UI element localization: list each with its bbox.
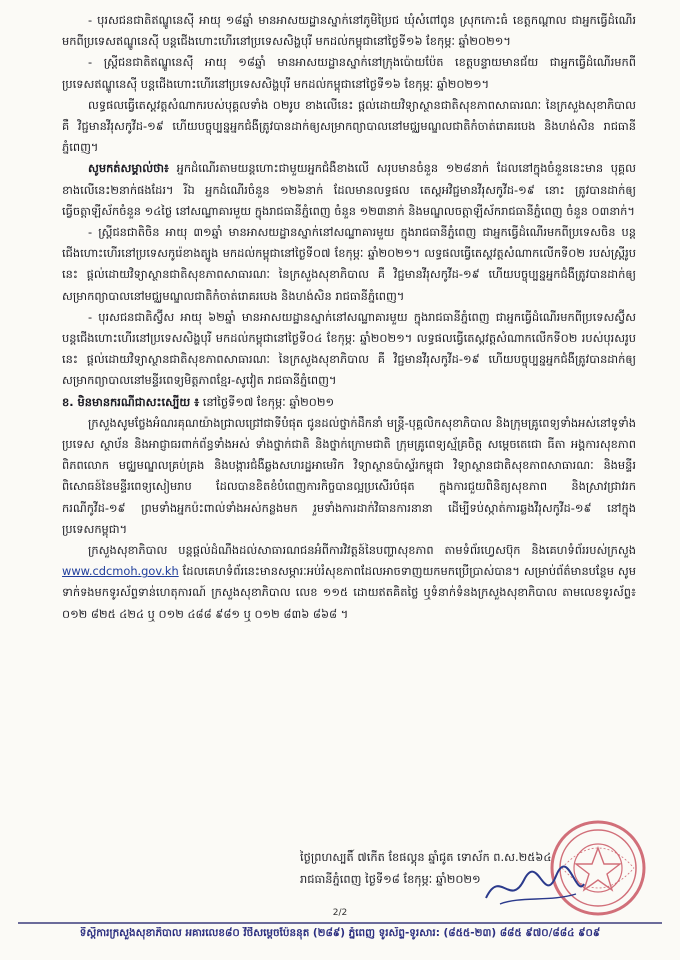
paragraph-note — [62, 158, 636, 222]
paragraph-text: - បុរសជនជាតិឥណ្ឌូនេស៊ី អាយុ ១៨ឆ្នាំ មានអាសយដ្ឋានស្នាក់នៅភូមិប្រៃជ ឃុំសំពៅពូន ស្រុកកោះធំ ខេត្តកណ្ដាល ជាអ្នកធ្វើដំណើរមកពីប្រទេសឥណ្ឌូនេស៊ី បន្តជើងហោះហើរនៅប្រទេសសិង្ហបុរី មកដល់កម្ពុជានៅថ្ងៃទី១៦ ខែកុម្ភៈ ឆ្នាំ២០២១។ — [62, 13, 636, 49]
footer-address: ទីស្តីការក្រសួងសុខាភិបាល អគារលេខ៨០ វិថីសម្តេចប៉ែននុត (២៨៩) ភ្នំពេញ ទូរស័ព្ទ-ទូរសារ: (៨៥៥-២៣) ៨៨៥ ៩៧០/៨៨៤ ៩០៩ — [79, 927, 601, 939]
section-heading-no-recovery — [62, 392, 636, 413]
paragraph-text: - បុរសជនជាតិស្វ៊ីស អាយុ ៦២ឆ្នាំ មានអាសយដ្ឋានស្នាក់នៅសណ្ឋាគារមួយ ក្នុងរាជធានីភ្នំពេញ ជាអ្នកធ្វើដំណើរមកពីប្រទេសស្វ៊ីស បន្តជើងហោះហើរនៅប្រទេសសិង្ហបុរី មកដល់កម្ពុជានៅថ្ងៃទី០៤ ខែកុម្ភៈ ឆ្នាំ២០២១។ លទ្ធផលធ្វើតេស្តវត្តសំណាកលើកទី០២ របស់បុរសរូបនេះ ផ្តល់ដោយវិទ្យាស្ថានជាតិសុខភាពសាធារណៈ នៃក្រសួងសុខាភិបាល គឺ វិជ្ជមានវីរុសកូវីដ-១៩ ហើយបច្ចុប្បន្នអ្នកជំងឺត្រូវបានដាក់ឲ្យសម្រាកព្យាបាលនៅមន្ទីរពេទ្យមិត្តភាពខ្មែរ-សូវៀត រាជធានីភ្នំពេញ។ — [62, 309, 636, 388]
paragraph-text: លទ្ធផលធ្វើតេស្តវត្តសំណាករបស់បុគ្គលទាំង ០២រូប ខាងលើនេះ ផ្តល់ដោយវិទ្យាស្ថានជាតិសុខភាពសាធារណៈ នៃក្រសួងសុខាភិបាល គឺ វិជ្ជមានវីរុសកូវីដ-១៩ ហើយបច្ចុប្បន្នអ្នកជំងឺត្រូវបានដាក់ឲ្យសម្រាកព្យាបាលនៅមជ្ឈមណ្ឌលជាតិកំចាត់រោគរបេង និងហង់សិន រាជធានីភ្នំពេញ។ — [62, 97, 636, 155]
date-block — [300, 846, 640, 890]
gregorian-date: រាជធានីភ្នំពេញ ថ្ងៃទី១៨ ខែកុម្ភៈ ឆ្នាំ២០២១ — [300, 872, 481, 886]
paragraph-closing — [62, 540, 636, 625]
section-heading-date: នៅថ្ងៃទី១៧ ខែកុម្ភៈ ឆ្នាំ២០២១ — [199, 394, 335, 409]
paragraph-thanks — [62, 413, 636, 540]
paragraph-text: អ្នកដំណើរតាមយន្តហោះជាមួយអ្នកជំងឺខាងលើ សរុបមានចំនួន ១២៨នាក់ ដែលនៅក្នុងចំនួននេះមាន បុគ្គលខាងលើនេះ២នាក់ផងដែរ។ រីឯ អ្នកដំណើរចំនួន ១២៦នាក់ ដែលមានលទ្ធផល តេស្តអវិជ្ជមានវីរុសកូវីដ-១៩ នោះ ត្រូវបានដាក់ឲ្យធ្វើចត្តាឡីស័កចំនួន ១៤ថ្ងៃ នៅសណ្ឋាគារមួយ ក្នុងរាជធានីភ្នំពេញ ចំនួន ១២៣នាក់ និងមណ្ឌលចត្តាឡីស័ករាជធានីភ្នំពេញ ចំនួន ០៣នាក់។ — [62, 161, 636, 218]
website-link[interactable]: www.cdcmoh.gov.kh — [62, 564, 179, 579]
page-number: 2/2 — [332, 908, 348, 918]
paragraph-indonesian-man — [62, 10, 636, 52]
paragraph-text: - ស្ត្រីជនជាតិចិន អាយុ ៣១ឆ្នាំ មានអាសយដ្ឋានស្នាក់នៅសណ្ឋាគារមួយ ក្នុងរាជធានីភ្នំពេញ ជាអ្នកធ្វើដំណើរមកពីប្រទេសចិន បន្តជើងហោះហើរនៅប្រទេសកូរ៉េខាងត្បូង មកដល់កម្ពុជានៅថ្ងៃទី០៧ ខែកុម្ភៈ ឆ្នាំ២០២១។ លទ្ធផលធ្វើតេស្តវត្តសំណាកលើកទី០២ របស់ស្ត្រីរូបនេះ ផ្តល់ដោយវិទ្យាស្ថានជាតិសុខភាពសាធារណៈ នៃក្រសួងសុខាភិបាល គឺ វិជ្ជមានវីរុសកូវីដ-១៩ ហើយបច្ចុប្បន្នអ្នកជំងឺត្រូវបានដាក់ឲ្យសម្រាកព្យាបាលនៅមជ្ឈមណ្ឌលជាតិកំចាត់រោគរបេង និងហង់សិន រាជធានីភ្នំពេញ។ — [62, 225, 636, 303]
paragraph-text: - ស្ត្រីជនជាតិឥណ្ឌូនេស៊ី អាយុ ១៨ឆ្នាំ មានអាសយដ្ឋានស្នាក់នៅក្រុងប៉ោយប៉ែត ខេត្តបន្ទាយមានជ័យ ជាអ្នកធ្វើដំណើរមកពីប្រទេសឥណ្ឌូនេស៊ី បន្តជើងហោះហើរនៅប្រទេសសិង្ហបុរី មកដល់កម្ពុជានៅថ្ងៃទី១៦ ខែកុម្ភៈ ឆ្នាំ២០២១។ — [62, 55, 636, 91]
paragraph-text: ក្រសួងសូមថ្លែងអំណរគុណយ៉ាងជ្រាលជ្រៅជាទីបំផុត ជូនដល់ថ្នាក់ដឹកនាំ មន្ត្រី-បុគ្គលិកសុខាភិបាល និងក្រុមគ្រូពេទ្យទាំងអស់នៅទូទាំងប្រទេស ស្ថាប័ន និងអាជ្ញាធរពាក់ព័ន្ធទាំងអស់ ទាំងថ្នាក់ជាតិ និងថ្នាក់ក្រោមជាតិ ក្រុមគ្រូពេទ្យស្ម័គ្រចិត្ត សម្តេចតេជោ ធីតា អង្គការសុខភាពពិភពលោក មជ្ឈមណ្ឌលគ្រប់គ្រង និងបង្ការជំងឺឆ្លងសហរដ្ឋអាមេរិក វិទ្យាស្ថានប៉ាស្ទ័រកម្ពុជា វិទ្យាស្ថានជាតិសុខភាពសាធារណៈ និងមន្ទីរពិសោធន៍នៃមន្ទីរពេទ្យសៀមរាប ដែលបានខិតខំបំពេញការកិច្ចបានល្អប្រសើរបំផុត ក្នុងការជួយពិនិត្យសុខភាព និងស្រាវជ្រាវរកករណីកូវីដ-១៩ ព្រមទាំងអ្នកប៉ះពាល់ទាំងអស់កន្លងមក រួមទាំងការដាក់វិធានការនានា ដើម្បីទប់ស្កាត់ការឆ្លងវីរុសកូវីដ-១៩ នៅក្នុងប្រទេសកម្ពុជា។ — [62, 415, 636, 536]
paragraph-test-result — [62, 95, 636, 159]
note-label: សូមកត់សម្គាល់ថា៖ — [88, 161, 169, 176]
section-heading-label: ខ. មិនមានករណីជាសះស្បើយ ៖ — [62, 394, 200, 409]
paragraph-chinese-woman — [62, 222, 636, 307]
footer-divider — [18, 922, 662, 924]
paragraph-indonesian-woman — [62, 52, 636, 94]
closing-text-before: ក្រសួងសុខាភិបាល បន្តផ្តល់ដំណឹងដល់សាធារណជនអំពីការវិវត្តន៍នៃបញ្ហាសុខភាព តាមទំព័រហ្វេសប៊ុក និងគេហទំព័ររបស់ក្រសួង — [88, 543, 636, 558]
lunar-date: ថ្ងៃព្រហស្បតិ៍ ៧កើត ខែផល្គុន ឆ្នាំជូត ទោស័ក ព.ស.២៥៦៤ — [300, 850, 552, 864]
paragraph-swiss-man — [62, 307, 636, 392]
document-body — [62, 10, 636, 625]
closing-text-after: ដែលគេហទំព័រនេះមានសម្ភារៈអប់រំសុខភាពដែលអាចទាញយកមកប្រើប្រាស់បាន។ សម្រាប់ព័ត៌មានបន្ថែម សូមទាក់ទងមកទូរស័ព្ទទាន់ហេតុការណ៍ ក្រសួងសុខាភិបាល លេខ ១១៥ ដោយឥតគិតថ្លៃ ឬទំនាក់ទំនងក្រសួងសុខាភិបាល តាមលេខទូរស័ព្ទ៖ ០១២ ៨២៥ ៤២៤ ឬ ០១២ ៤៨៨ ៩៨១ ឬ ០១២ ៨៣៦ ៨៦៨ ។ — [62, 564, 636, 621]
